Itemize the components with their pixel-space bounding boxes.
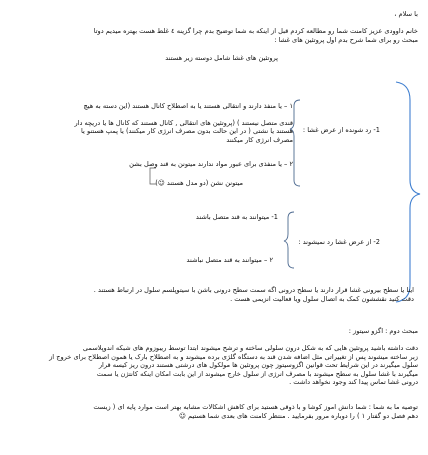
note-paragraph bbox=[94, 286, 414, 303]
topic2-body bbox=[49, 344, 418, 387]
section2-item2: ۲ – میتوانند به قند متصل نباشند bbox=[186, 256, 273, 264]
section2-heading: 2- از عرض غشا رد نمیشوند : bbox=[298, 238, 380, 246]
group-b-line: ۲ – یا منفذی برای عبور مواد ندارند میتونن به قند وصل بشن bbox=[129, 160, 293, 168]
topic2-line: دقت داشته باشید پروتئین هایی که به شکل درون سلولی ساخته و ترشح میشوند ابتدا توسط ریبوزوم های شبکه اندوپلاسمی bbox=[82, 344, 418, 352]
group-a-line: قندی متصل نیستند ) (پروتئین های انتقالی , کانال هستند که کانال ها یا دریچه دار bbox=[74, 118, 293, 127]
topic2-line: درونی غشا تماس پیدا کند وجود نخواهد داشت . bbox=[289, 378, 418, 387]
closing-paragraph bbox=[93, 403, 418, 420]
topic2-line: سلول میگیرند در این شرایط تحت قوانین اگزوسیتوز چون پروتئین ها مولکول های درشتی هستند درون ریز کیسه قرار bbox=[98, 361, 418, 370]
group-a-line: مصرف انرژی کار میکنند bbox=[226, 135, 293, 144]
section1-group-b bbox=[129, 160, 293, 187]
section2-item1: 1- میتوانند به قند متصل باشند bbox=[195, 213, 278, 221]
section1-group-a bbox=[33, 102, 293, 144]
group-a-line: هستند یا نشتی ( در این حالت بدون مصرف انرژی کار میکنند) یا پمپ هستنو یا bbox=[81, 127, 293, 136]
closing-line: دهم فصل دو گفتار ۱ ) را دوباره مرور بفرمایید . منتظر کامنت های بعدی شما هستیم ☺ bbox=[178, 411, 418, 420]
intro-line: خانم داوودی عزیز کامنت شما رو مطالعه کردم قبل از اینکه به شما توضیح بدم چرا گزینه ٤ غلط هست بهتره میدیم دوتا bbox=[93, 27, 418, 35]
closing-line: توصیه ما به شما : شما دانش اموز کوشا و با ذوقی هستید برای کاهش اشکالات مشابه بهتر است موارد پایه ای ( زیست bbox=[93, 403, 418, 411]
greeting: با سلام ، bbox=[394, 10, 418, 18]
topic2-line: زبر ساخته میشوند پس از تغییراتی مثل اضافه شدن قند به دستگاه گلژی برده میشوند و به اصطلاح بارک یا همون اصطلاح برای خروج از bbox=[49, 352, 418, 361]
group-b-line: میتونن نشن (دو مدل هستند ☺) bbox=[155, 178, 243, 187]
note-line: اینا یا سطح بیرونی غشا قرار دارند یا سطح درونی اگه سمت سطح درونی باشن با سیتوپلسم سلول در ارتباط هستند . bbox=[93, 286, 414, 294]
intro-line: مبحث رو برای شما شرح بدم اول پروتئین های غشا : bbox=[274, 35, 418, 44]
group-a-line: ۱ – یا منفذ دارند و انتقالی هستند یا به اصطلاح کانال هستند (این دسته به هیچ bbox=[83, 102, 293, 110]
topic2-line: میگیرند با غشا سلول به سطح میشوند با مصرف انرژی از سلول خارج میشوند از این بابت امکان اینکه کانتژن یا سمت bbox=[96, 369, 418, 378]
section1-heading: 1- رد شونده از عرض غشا : bbox=[302, 126, 380, 134]
topic2-title: مبحث دوم : اگزو سیتوز : bbox=[348, 327, 418, 335]
note-line: دقت کنید نقششون کمک به اتصال سلول ویا فعالیت انزیمی هست . bbox=[230, 294, 414, 303]
subtitle: پروتئین های غشا شامل دوسته زیر هستند bbox=[165, 54, 278, 62]
